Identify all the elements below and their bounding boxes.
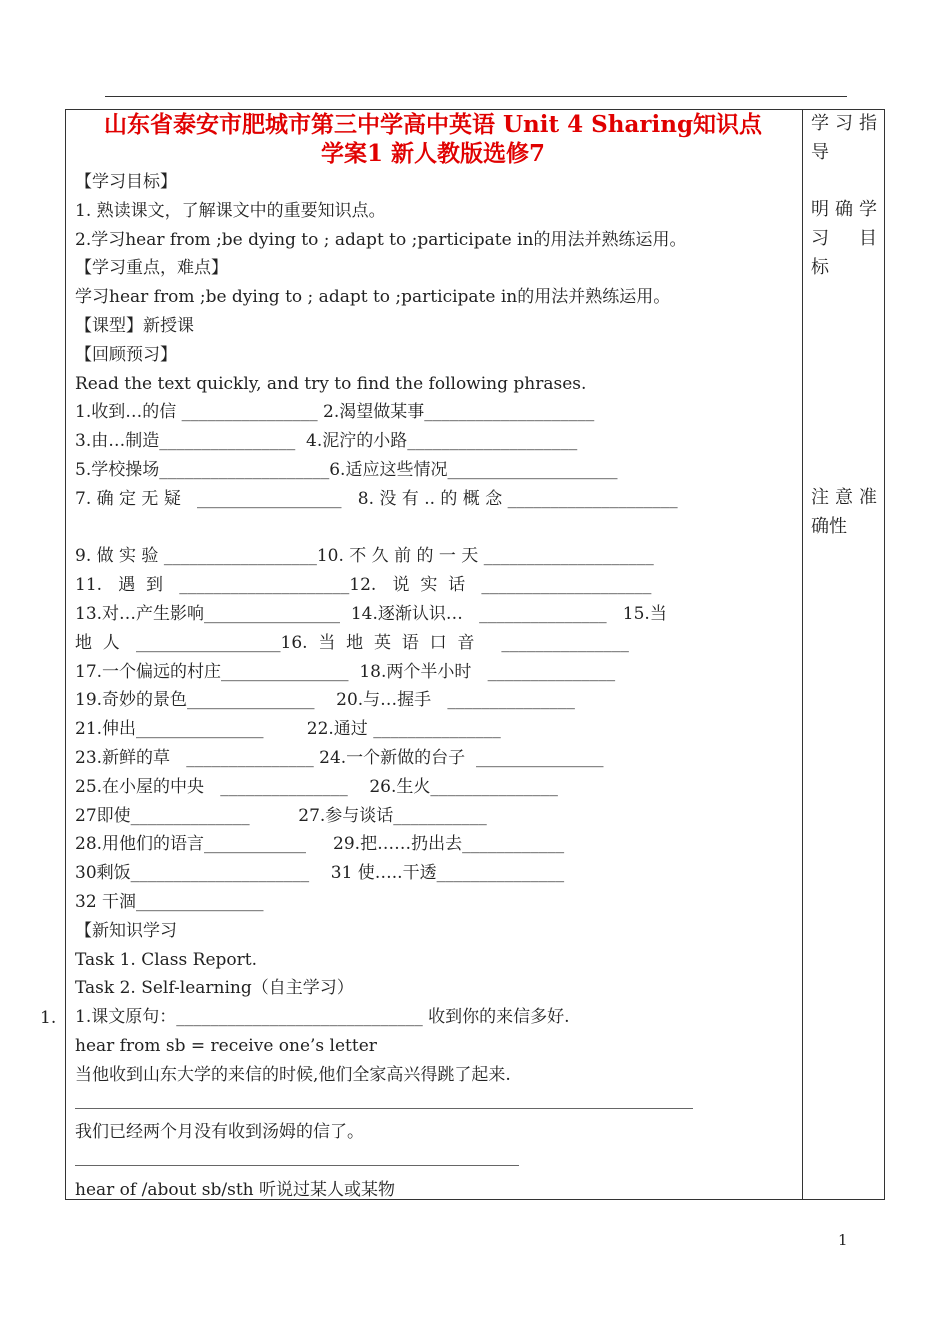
side-note-line: 导 <box>811 141 829 163</box>
text-line: 1.收到…的信 ________________ 2.渴望做某事____________________ <box>75 402 595 423</box>
text-line: 学习hear from ;be dying to ; adapt to ;participate in的用法并熟练运用。 <box>75 287 671 308</box>
text-line: 13.对…产生影响________________ 14.逐渐认识… _______________ 15.当 <box>75 603 667 624</box>
side-note-line: 习 目 <box>811 227 877 249</box>
text-line: Task 1. Class Report. <box>75 949 257 970</box>
side-note-line: 注意准 <box>811 487 877 508</box>
text-line: 1. 熟读课文，了解课文中的重要知识点。 <box>75 200 386 221</box>
text-line: 17.一个偏远的村庄_______________ 18.两个半小时 _______________ <box>75 661 616 682</box>
text-line: 23.新鲜的草 _______________ 24.一个新做的台子 _______________ <box>75 747 604 768</box>
answer-blank <box>75 1165 519 1166</box>
side-note-line: 标 <box>811 256 829 278</box>
text-line <box>75 1090 791 1119</box>
header-rule <box>105 96 847 97</box>
side-note-line: 确性 <box>811 515 847 537</box>
text-line: 我们已经两个月没有收到汤姆的信了。 <box>75 1122 364 1143</box>
text-line: 【课型】新授课 <box>75 315 194 336</box>
document-title <box>75 110 791 168</box>
side-note-line: 学习指 <box>811 113 877 134</box>
margin-number: 1. <box>40 1008 57 1028</box>
text-line: 28.用他们的语言____________ 29.把……扔出去____________ <box>75 834 565 855</box>
text-line: 地 人 _________________16. 当 地 英 语 口 音 _______________ <box>75 632 629 653</box>
text-line: 5.学校操场____________________6.适应这些情况____________________ <box>75 459 618 480</box>
text-line: 7. 确 定 无 疑 _________________ 8. 没 有 .. 的 概 念 ____________________ <box>75 488 678 509</box>
text-line: 9. 做 实 验 __________________10. 不 久 前 的 一 天 ____________________ <box>75 546 654 567</box>
text-line: 当他收到山东大学的来信的时候,他们全家高兴得跳了起来. <box>75 1064 511 1085</box>
text-line: 21.伸出_______________ 22.通过 _______________ <box>75 719 501 740</box>
text-line: 【学习目标】 <box>75 172 177 192</box>
answer-blank <box>75 1108 693 1109</box>
column-divider <box>802 109 803 1200</box>
text-line: hear from sb = receive one’s letter <box>75 1035 377 1056</box>
text-line: 11. 遇 到 ____________________12. 说 实 话 ____________________ <box>75 575 652 596</box>
text-line: 27即使______________ 27.参与谈话___________ <box>75 805 487 826</box>
text-line: 25.在小屋的中央 _______________ 26.生火_______________ <box>75 776 558 797</box>
title-line-2: 学案1 新人教版选修7 <box>320 140 545 167</box>
text-line: 【回顾预习】 <box>75 344 177 365</box>
text-line: 19.奇妙的景色_______________ 20.与…握手 _______________ <box>75 690 575 711</box>
text-line: 3.由…制造________________ 4.泥泞的小路____________________ <box>75 431 578 452</box>
side-note-accuracy <box>811 484 877 542</box>
side-note-guidance <box>811 110 877 168</box>
text-line: Task 2. Self-learning（自主学习） <box>75 978 354 999</box>
text-line: 【新知识学习 <box>75 920 177 941</box>
body-lines <box>75 168 791 1205</box>
text-line: 2.学习hear from ;be dying to ; adapt to ;participate in的用法并熟练运用。 <box>75 229 687 250</box>
text-line: 1.课文原句：_____________________________ 收到你的来信多好. <box>75 1007 570 1028</box>
main-column <box>75 110 791 1205</box>
text-line: hear of /about sb/sth 听说过某人或某物 <box>75 1179 396 1200</box>
side-note-line: 明确学 <box>811 199 877 220</box>
title-line-1: 山东省泰安市肥城市第三中学高中英语 Unit 4 Sharing知识点 <box>103 111 763 138</box>
text-line <box>75 514 791 543</box>
page-number: 1 <box>838 1231 848 1249</box>
text-line: 30剩饭_____________________ 31 使…..干透_______________ <box>75 863 565 884</box>
text-line: Read the text quickly, and try to find the following phrases. <box>75 373 587 394</box>
side-note-objectives <box>811 196 877 282</box>
text-line <box>75 1147 791 1176</box>
text-line: 【学习重点，难点】 <box>75 258 228 279</box>
text-line: 32 干涸_______________ <box>75 891 264 912</box>
